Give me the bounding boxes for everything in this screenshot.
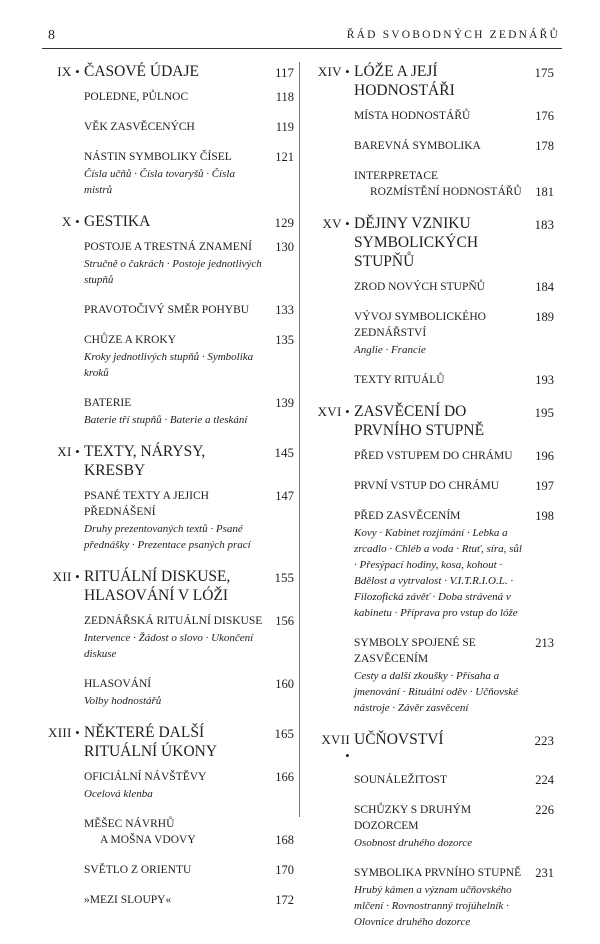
entry-page: 198 bbox=[535, 509, 554, 523]
entry-page: 170 bbox=[275, 863, 294, 877]
toc-entry bbox=[354, 865, 554, 930]
chapter-number: XVII • bbox=[321, 732, 350, 763]
toc-entry bbox=[354, 772, 554, 788]
entry-title: PŘED ZASVĚCENÍM bbox=[354, 510, 461, 522]
chapter-heading bbox=[40, 62, 294, 81]
entry-row bbox=[354, 448, 554, 464]
entry-title: HLASOVÁNÍ bbox=[84, 678, 152, 690]
entry-title: »MEZI SLOUPY« bbox=[84, 894, 172, 906]
chapter-page: 223 bbox=[534, 733, 554, 748]
entry-row bbox=[354, 138, 554, 154]
entry-title: ZROD NOVÝCH STUPŇŮ bbox=[354, 281, 485, 293]
entry-subtopics: Anglie · Francie bbox=[354, 344, 426, 356]
entry-row bbox=[354, 802, 554, 834]
chapter-number: XIV • bbox=[317, 64, 350, 79]
chapter-title: GESTIKA bbox=[84, 213, 151, 230]
entry-title: OFICIÁLNÍ NÁVŠTĚVY bbox=[84, 771, 207, 783]
entry-page: 197 bbox=[535, 479, 554, 493]
entry-row bbox=[84, 332, 294, 348]
entry-row bbox=[84, 769, 294, 785]
chapter-number: X • bbox=[61, 214, 80, 229]
entry-page: 226 bbox=[535, 803, 554, 817]
toc-entry bbox=[84, 149, 294, 198]
entry-title: SYMBOLY SPOJENÉ SE ZASVĚCENÍM bbox=[354, 637, 476, 665]
entry-row bbox=[84, 302, 294, 318]
chapter-page: 155 bbox=[274, 570, 294, 585]
page-number: 8 bbox=[48, 28, 55, 43]
chapter-number: XI • bbox=[57, 444, 80, 459]
toc-entry bbox=[84, 892, 294, 908]
entry-page: 213 bbox=[535, 636, 554, 650]
toc-entry bbox=[354, 508, 554, 621]
entry-subtopics: Ocelová klenba bbox=[84, 788, 153, 800]
toc-entry bbox=[354, 279, 554, 295]
chapter-heading bbox=[40, 442, 294, 480]
entry-row bbox=[354, 108, 554, 124]
entry-title-continued: ROZMÍSTĚNÍ HODNOSTÁŘŮ bbox=[370, 186, 522, 198]
toc-chapter bbox=[40, 723, 294, 908]
toc-entry bbox=[354, 168, 554, 200]
chapter-page: 145 bbox=[274, 445, 294, 460]
toc-chapter bbox=[314, 214, 554, 388]
chapter-page: 183 bbox=[534, 217, 554, 232]
entry-title: CHŮZE A KROKY bbox=[84, 334, 177, 346]
chapter-title: UČŇOVSTVÍ bbox=[354, 731, 444, 748]
entry-page: 156 bbox=[275, 614, 294, 628]
chapter-heading bbox=[40, 212, 294, 231]
entry-row bbox=[84, 149, 294, 165]
toc-entry bbox=[354, 635, 554, 716]
entry-subtopics: Stručně o čakrách · Postoje jednotlivých stupňů bbox=[84, 258, 262, 286]
entry-title: PŘED VSTUPEM DO CHRÁMU bbox=[354, 450, 513, 462]
chapter-heading bbox=[314, 62, 554, 100]
entry-page: 133 bbox=[275, 303, 294, 317]
chapter-title: RITUÁLNÍ DISKUSE, HLASOVÁNÍ V LÓŽI bbox=[84, 568, 231, 604]
toc-right-column bbox=[314, 62, 554, 944]
toc-left-column bbox=[40, 62, 294, 922]
entry-page: 166 bbox=[275, 770, 294, 784]
entry-row bbox=[354, 478, 554, 494]
entry-row bbox=[354, 279, 554, 295]
entry-page: 189 bbox=[535, 310, 554, 324]
entry-row bbox=[84, 816, 294, 832]
entry-subtopics: Druhy prezentovaných textů · Psané přednášky · Prezentace psaných prací bbox=[84, 523, 251, 551]
chapter-title: LÓŽE A JEJÍ HODNOSTÁŘI bbox=[354, 63, 455, 99]
entry-title: POSTOJE A TRESTNÁ ZNAMENÍ bbox=[84, 241, 252, 253]
entry-subtopics: Cesty a další zkoušky · Přísaha a jmenování · Rituální oděv · Učňovské nástroje · Závěr zasvěcení bbox=[354, 670, 519, 714]
running-title: ŘÁD SVOBODNÝCH ZEDNÁŘŮ bbox=[346, 29, 560, 41]
entry-row bbox=[354, 772, 554, 788]
chapter-number: IX • bbox=[57, 64, 80, 79]
chapter-heading bbox=[314, 214, 554, 271]
chapter-title: DĚJINY VZNIKU SYMBOLICKÝCH STUPŇŮ bbox=[354, 215, 479, 270]
toc-entry bbox=[84, 676, 294, 709]
entry-title: VĚK ZASVĚCENÝCH bbox=[84, 121, 195, 133]
entry-row-continued bbox=[84, 832, 294, 848]
entry-title: TEXTY RITUÁLŮ bbox=[354, 374, 445, 386]
chapter-heading bbox=[314, 402, 554, 440]
chapter-number: XIII • bbox=[48, 725, 80, 740]
entry-title: BATERIE bbox=[84, 397, 132, 409]
entry-page: 181 bbox=[535, 185, 554, 199]
column-divider bbox=[299, 62, 300, 817]
entry-title: BAREVNÁ SYMBOLIKA bbox=[354, 140, 481, 152]
entry-title: NÁSTIN SYMBOLIKY ČÍSEL bbox=[84, 151, 232, 163]
entry-row-continued bbox=[354, 184, 554, 200]
entry-page: 135 bbox=[275, 333, 294, 347]
entry-page: 147 bbox=[275, 489, 294, 503]
chapter-page: 129 bbox=[274, 215, 294, 230]
entry-page: 119 bbox=[275, 120, 294, 134]
running-header bbox=[42, 26, 562, 49]
entry-title: PSANÉ TEXTY A JEJICH PŘEDNÁŠENÍ bbox=[84, 490, 209, 518]
entry-page: 139 bbox=[275, 396, 294, 410]
toc-entry bbox=[84, 816, 294, 848]
toc-entry bbox=[354, 478, 554, 494]
entry-row bbox=[354, 372, 554, 388]
entry-page: 196 bbox=[535, 449, 554, 463]
toc-entry bbox=[84, 769, 294, 802]
toc-entry bbox=[84, 89, 294, 105]
entry-row bbox=[354, 635, 554, 667]
entry-title: SYMBOLIKA PRVNÍHO STUPNĚ bbox=[354, 867, 522, 879]
entry-row bbox=[84, 676, 294, 692]
entry-subtopics: Volby hodnostářů bbox=[84, 695, 162, 707]
entry-title: SCHŮZKY S DRUHÝM DOZORCEM bbox=[354, 804, 472, 832]
entry-subtopics: Intervence · Žádost o slovo · Ukončení diskuse bbox=[84, 632, 254, 660]
toc-entry bbox=[84, 395, 294, 428]
entry-row bbox=[84, 892, 294, 908]
entry-page: 184 bbox=[535, 280, 554, 294]
entry-page: 176 bbox=[535, 109, 554, 123]
toc-entry bbox=[84, 488, 294, 553]
toc-chapter bbox=[314, 402, 554, 716]
toc-entry bbox=[84, 613, 294, 662]
entry-row bbox=[84, 613, 294, 629]
entry-subtopics: Čísla učňů · Čísla tovaryšů · Čísla mistrů bbox=[84, 168, 235, 196]
entry-page: 231 bbox=[535, 866, 554, 880]
entry-subtopics: Kovy · Kabinet rozjímání · Lebka a zrcadlo · Chléb a voda · Rtuť, síra, sůl · Přesýpací hodiny, kosa, kohout · Bdělost a vytrvalost · V.I.T.R.I.O.L. · Filozofická závěť · Doba strávená v kabinetu · Příprava pro vstup do lóže bbox=[354, 527, 522, 619]
entry-page: 160 bbox=[275, 677, 294, 691]
entry-title: PRAVOTOČIVÝ SMĚR POHYBU bbox=[84, 304, 250, 316]
toc-entry bbox=[84, 119, 294, 135]
toc-chapter bbox=[40, 212, 294, 428]
entry-title-continued: A MOŠNA VDOVY bbox=[100, 834, 196, 846]
entry-title: POLEDNE, PŮLNOC bbox=[84, 91, 189, 103]
toc-chapter bbox=[314, 62, 554, 200]
entry-row bbox=[84, 119, 294, 135]
toc-entry bbox=[354, 138, 554, 154]
entry-subtopics: Kroky jednotlivých stupňů · Symbolika kroků bbox=[84, 351, 254, 379]
toc-entry bbox=[354, 372, 554, 388]
entry-subtopics: Baterie tří stupňů · Baterie a tleskání bbox=[84, 414, 248, 426]
entry-title: ZEDNÁŘSKÁ RITUÁLNÍ DISKUSE bbox=[84, 615, 263, 627]
toc-entry bbox=[84, 862, 294, 878]
entry-title: SVĚTLO Z ORIENTU bbox=[84, 864, 192, 876]
entry-page: 193 bbox=[535, 373, 554, 387]
entry-title: VÝVOJ SYMBOLICKÉHO ZEDNÁŘSTVÍ bbox=[354, 311, 486, 339]
entry-page: 118 bbox=[275, 90, 294, 104]
toc-entry bbox=[354, 448, 554, 464]
toc-chapter bbox=[40, 567, 294, 709]
entry-row bbox=[84, 862, 294, 878]
chapter-title: TEXTY, NÁRYSY, KRESBY bbox=[84, 443, 206, 479]
chapter-page: 175 bbox=[534, 65, 554, 80]
chapter-heading bbox=[314, 730, 554, 764]
entry-row bbox=[84, 239, 294, 255]
chapter-heading bbox=[40, 567, 294, 605]
entry-title: INTERPRETACE bbox=[354, 170, 439, 182]
entry-row bbox=[354, 865, 554, 881]
entry-title: SOUNÁLEŽITOST bbox=[354, 774, 448, 786]
entry-title: MĚŠEC NÁVRHŮ bbox=[84, 818, 175, 830]
chapter-title: ZASVĚCENÍ DO PRVNÍHO STUPNĚ bbox=[354, 403, 485, 439]
entry-subtopics: Hrubý kámen a význam učňovského mlčení · Rovnostranný trojúhelník · Olovnice druhého dozorce bbox=[354, 884, 512, 928]
chapter-number: XV • bbox=[322, 216, 350, 231]
entry-row bbox=[84, 395, 294, 411]
chapter-page: 117 bbox=[274, 65, 294, 80]
entry-page: 172 bbox=[275, 893, 294, 907]
chapter-title: ČASOVÉ ÚDAJE bbox=[84, 63, 199, 80]
toc-entry bbox=[84, 239, 294, 288]
chapter-number: XVI • bbox=[317, 404, 350, 419]
entry-row bbox=[354, 309, 554, 341]
toc-chapter bbox=[40, 442, 294, 553]
entry-page: 121 bbox=[275, 150, 294, 164]
entry-subtopics: Osobnost druhého dozorce bbox=[354, 837, 473, 849]
entry-title: MÍSTA HODNOSTÁŘŮ bbox=[354, 110, 471, 122]
entry-row bbox=[84, 89, 294, 105]
entry-title: PRVNÍ VSTUP DO CHRÁMU bbox=[354, 480, 500, 492]
toc-entry bbox=[354, 802, 554, 851]
entry-page: 168 bbox=[275, 833, 294, 847]
entry-page: 130 bbox=[275, 240, 294, 254]
entry-row bbox=[354, 508, 554, 524]
chapter-heading bbox=[40, 723, 294, 761]
chapter-number: XII • bbox=[52, 569, 80, 584]
toc-entry bbox=[354, 108, 554, 124]
entry-row bbox=[84, 488, 294, 520]
toc-entry bbox=[84, 332, 294, 381]
toc-chapter bbox=[314, 730, 554, 930]
chapter-title: NĚKTERÉ DALŠÍ RITUÁLNÍ ÚKONY bbox=[84, 724, 218, 760]
entry-row bbox=[354, 168, 554, 184]
entry-page: 178 bbox=[535, 139, 554, 153]
chapter-page: 195 bbox=[534, 405, 554, 420]
chapter-page: 165 bbox=[274, 726, 294, 741]
toc-entry bbox=[84, 302, 294, 318]
toc-chapter bbox=[40, 62, 294, 198]
entry-page: 224 bbox=[535, 773, 554, 787]
toc-entry bbox=[354, 309, 554, 358]
